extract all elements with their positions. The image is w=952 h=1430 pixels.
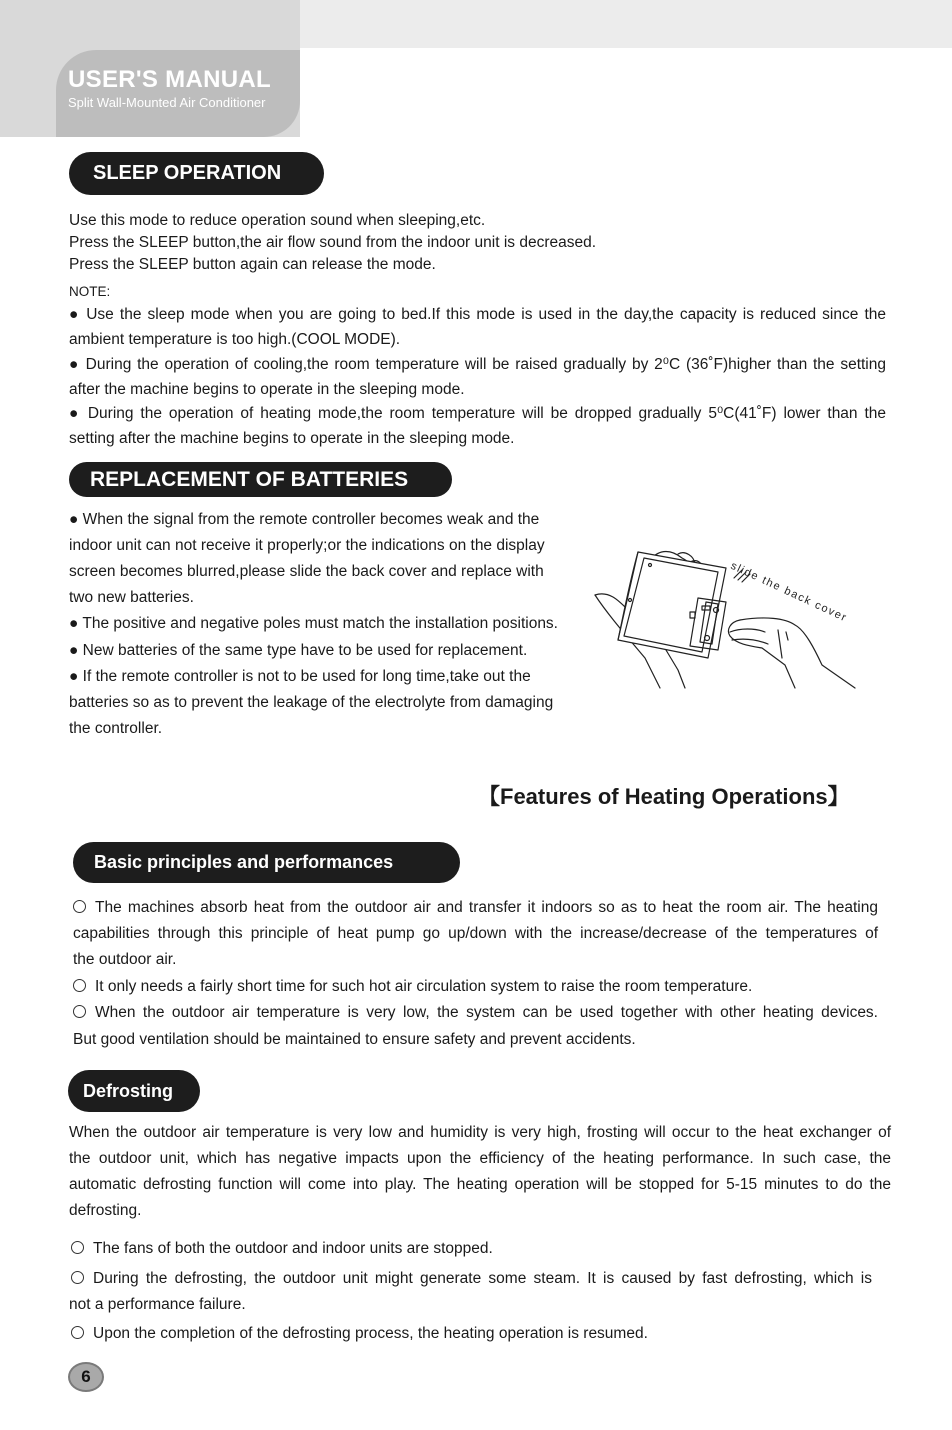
defrosting-heading: Defrosting bbox=[68, 1070, 200, 1112]
defrost-para-line-4: defrosting. bbox=[69, 1202, 142, 1219]
sleep-line-2: Press the SLEEP button,the air flow sound from the indoor unit is decreased. bbox=[69, 234, 597, 251]
defrost-item-1: The fans of both the outdoor and indoor units are stopped. bbox=[71, 1239, 493, 1259]
circle-bullet-icon bbox=[71, 1241, 84, 1254]
header-strip bbox=[300, 0, 952, 48]
note-label: NOTE: bbox=[69, 284, 111, 299]
manual-subtitle: Split Wall-Mounted Air Conditioner bbox=[68, 95, 266, 110]
battery-line-7: ● If the remote controller is not to be used for long time,take out the bbox=[69, 668, 531, 685]
note-1-line-2: ambient temperature is too high.(COOL MODE). bbox=[69, 331, 401, 348]
features-title: 【Features of Heating Operations】 bbox=[478, 784, 850, 809]
defrost-item-3: Upon the completion of the defrosting process, the heating operation is resumed. bbox=[71, 1324, 648, 1344]
defrost-item-2-line-2: not a performance failure. bbox=[69, 1296, 246, 1313]
remote-battery-illustration bbox=[590, 540, 860, 695]
sleep-line-1: Use this mode to reduce operation sound when sleeping,etc. bbox=[69, 212, 486, 229]
sleep-line-3: Press the SLEEP button again can release the mode. bbox=[69, 256, 436, 273]
battery-line-8: batteries so as to prevent the leakage of the electrolyte from damaging bbox=[69, 694, 554, 711]
note-1-line-1: ● Use the sleep mode when you are going to bed.If this mode is used in the day,the capacity is reduced since the bbox=[69, 306, 886, 323]
basic-item-2: It only needs a fairly short time for such hot air circulation system to raise the room temperature. bbox=[73, 977, 752, 997]
battery-line-9: the controller. bbox=[69, 720, 163, 737]
battery-line-3: screen becomes blurred,please slide the back cover and replace with bbox=[69, 563, 544, 580]
battery-line-1: ● When the signal from the remote controller becomes weak and the bbox=[69, 511, 540, 528]
battery-line-4: two new batteries. bbox=[69, 589, 194, 606]
basic-item-1-line-1: The machines absorb heat from the outdoor air and transfer it indoors so as to heat the room air. The heating bbox=[73, 898, 878, 918]
circle-bullet-icon bbox=[71, 1271, 84, 1284]
defrost-para-line-3: automatic defrosting function will come into play. The heating operation will be stopped for 5-15 minutes to do the bbox=[69, 1176, 891, 1193]
note-3-line-1: ● During the operation of heating mode,the room temperature will be dropped gradually 5⁰C(41˚F) lower than the bbox=[69, 405, 886, 422]
circle-bullet-icon bbox=[73, 1005, 86, 1018]
defrost-item-2-line-1: During the defrosting, the outdoor unit might generate some steam. It is caused by fast defrosting, which is bbox=[71, 1269, 872, 1289]
batteries-heading: REPLACEMENT OF BATTERIES bbox=[69, 462, 452, 497]
note-2-line-2: after the machine begins to operate in the sleeping mode. bbox=[69, 381, 465, 398]
note-2-line-1: ● During the operation of cooling,the room temperature will be raised gradually by 2⁰C (36˚F)higher than the setting bbox=[69, 356, 886, 373]
circle-bullet-icon bbox=[71, 1326, 84, 1339]
circle-bullet-icon bbox=[73, 979, 86, 992]
basic-principles-heading: Basic principles and performances bbox=[73, 842, 460, 883]
defrost-para-line-2: the outdoor unit, which has negative impacts upon the efficiency of the heating performance. In such case, the bbox=[69, 1150, 891, 1167]
battery-line-6: ● New batteries of the same type have to be used for replacement. bbox=[69, 642, 528, 659]
battery-line-2: indoor unit can not receive it properly;or the indications on the display bbox=[69, 537, 545, 554]
basic-item-3-line-2: But good ventilation should be maintained to ensure safety and prevent accidents. bbox=[73, 1031, 636, 1048]
circle-bullet-icon bbox=[73, 900, 86, 913]
page-number-badge: 6 bbox=[68, 1362, 104, 1392]
manual-title: USER'S MANUAL bbox=[68, 66, 271, 93]
basic-item-1-line-3: the outdoor air. bbox=[73, 951, 177, 968]
basic-item-3-line-1: When the outdoor air temperature is very low, the system can be used together with other heating devices. bbox=[73, 1003, 878, 1023]
defrost-para-line-1: When the outdoor air temperature is very low and humidity is very high, frosting will occur to the heat exchanger of bbox=[69, 1124, 891, 1141]
sleep-operation-heading: SLEEP OPERATION bbox=[69, 152, 324, 195]
slide-cover-caption: slide the back cover bbox=[728, 559, 850, 625]
battery-line-5: ● The positive and negative poles must match the installation positions. bbox=[69, 615, 558, 632]
note-3-line-2: setting after the machine begins to operate in the sleeping mode. bbox=[69, 430, 515, 447]
basic-item-1-line-2: capabilities through this principle of heat pump go up/down with the increase/decrease of the temperatures of bbox=[73, 925, 878, 942]
